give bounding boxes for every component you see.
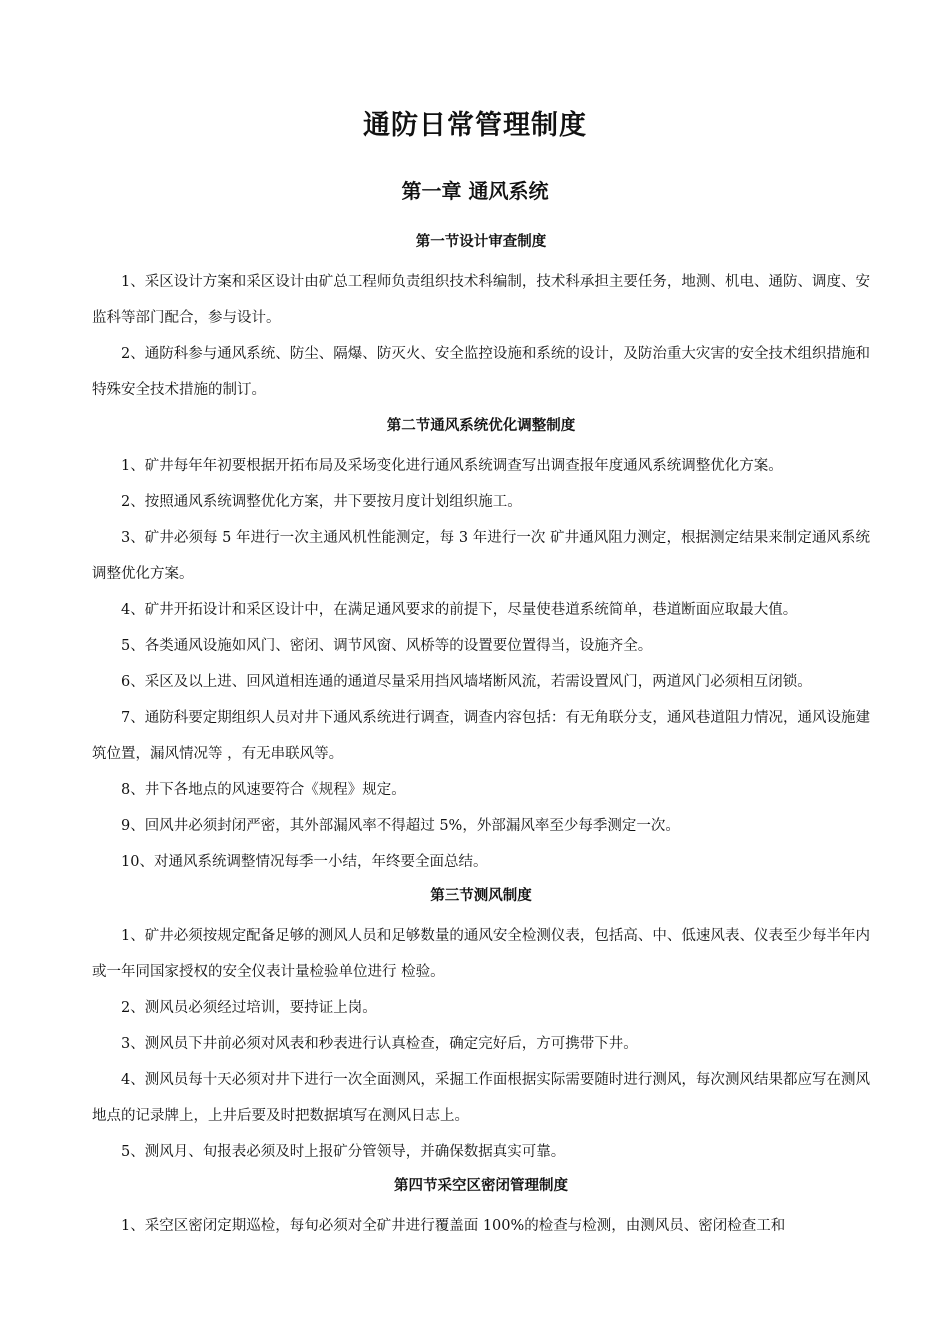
paragraph: 1、采区设计方案和采区设计由矿总工程师负责组织技术科编制，技术科承担主要任务，地测、机电、通防、调度、安监科等部门配合，参与设计。	[92, 274, 870, 326]
paragraph: 5、测风月、旬报表必须及时上报矿分管领导，并确保数据真实可靠。	[121, 1144, 566, 1160]
section-title: 第一节设计审查制度	[415, 234, 547, 250]
section-4	[92, 1174, 870, 1244]
paragraph: 3、测风员下井前必须对风表和秒表进行认真检查，确定完好后，方可携带下井。	[121, 1036, 638, 1052]
section-title: 第二节通风系统优化调整制度	[386, 418, 576, 434]
section-3	[92, 884, 870, 1170]
document-body	[92, 230, 870, 1244]
section-title: 第四节采空区密闭管理制度	[394, 1178, 568, 1194]
section-title: 第三节测风制度	[430, 888, 532, 904]
paragraph: 6、采区及以上进、回风道相连通的通道尽量采用挡风墙堵断风流，若需设置风门，两道风门必须相互闭锁。	[121, 674, 812, 690]
paragraph: 2、按照通风系统调整优化方案，井下要按月度计划组织施工。	[121, 494, 522, 510]
paragraph: 8、井下各地点的风速要符合《规程》规定。	[121, 782, 406, 798]
paragraph: 5、各类通风设施如风门、密闭、调节风窗、风桥等的设置要位置得当，设施齐全。	[121, 638, 653, 654]
paragraph: 9、回风井必须封闭严密，其外部漏风率不得超过 5%，外部漏风率至少每季测定一次。	[121, 818, 680, 834]
section-2	[92, 414, 870, 880]
paragraph: 4、测风员每十天必须对井下进行一次全面测风，采掘工作面根据实际需要随时进行测风，每次测风结果都应写在测风地点的记录牌上，上井后要及时把数据填写在测风日志上。	[92, 1072, 870, 1124]
section-1	[92, 230, 870, 408]
paragraph: 3、矿井必须每 5 年进行一次主通风机性能测定，每 3 年进行一次 矿井通风阻力测定，根据测定结果来制定通风系统调整优化方案。	[92, 530, 870, 582]
paragraph: 1、采空区密闭定期巡检，每旬必须对全矿井进行覆盖面 100%的检查与检测，由测风员、密闭检查工和	[121, 1218, 786, 1234]
paragraph: 2、通防科参与通风系统、防尘、隔爆、防灭火、安全监控设施和系统的设计，及防治重大灾害的安全技术组织措施和特殊安全技术措施的制订。	[92, 346, 870, 398]
chapter-title: 第一章 通风系统	[401, 179, 549, 203]
paragraph: 4、矿井开拓设计和采区设计中，在满足通风要求的前提下，尽量使巷道系统简单，巷道断面应取最大值。	[121, 602, 798, 618]
document-title: 通防日常管理制度	[363, 110, 587, 141]
paragraph: 7、通防科要定期组织人员对井下通风系统进行调查，调查内容包括：有无角联分支，通风巷道阻力情况，通风设施建筑位置，漏风情况等 ，有无串联风等。	[92, 710, 870, 762]
paragraph: 1、矿井必须按规定配备足够的测风人员和足够数量的通风安全检测仪表，包括高、中、低速风表、仪表至少每半年内或一年同国家授权的安全仪表计量检验单位进行 检验。	[92, 928, 870, 980]
paragraph: 1、矿井每年年初要根据开拓布局及采场变化进行通风系统调查写出调查报年度通风系统调整优化方案。	[121, 458, 783, 474]
paragraph: 10、对通风系统调整情况每季一小结，年终要全面总结。	[121, 854, 488, 870]
paragraph: 2、测风员必须经过培训，要持证上岗。	[121, 1000, 377, 1016]
